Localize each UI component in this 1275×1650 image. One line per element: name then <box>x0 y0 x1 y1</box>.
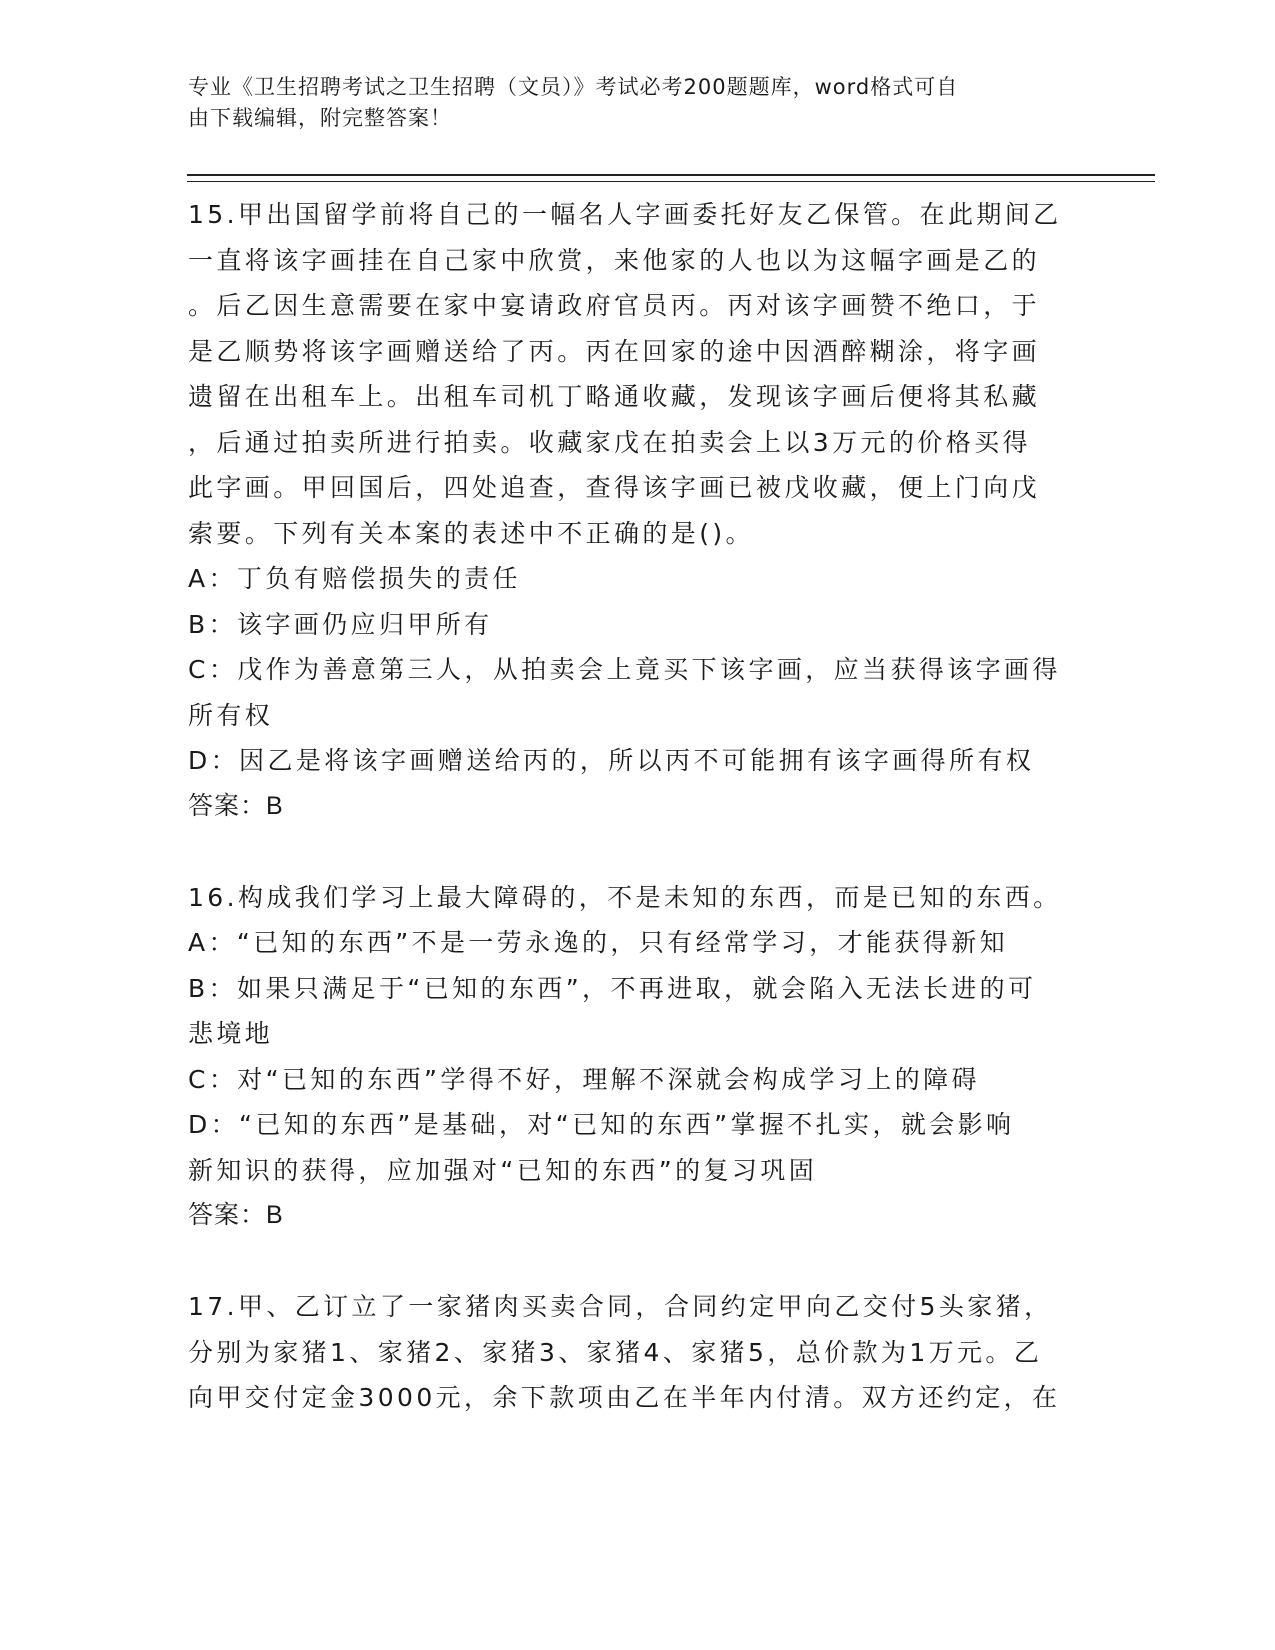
header-line: 由下载编辑，附完整答案！ <box>188 106 452 130</box>
header-line: 专业《卫生招聘考试之卫生招聘（文员）》考试必考200题题库，word格式可自 <box>188 75 959 99</box>
option-d: D：“已知的东西”是基础，对“已知的东西”掌握不扎实，就会影响 <box>188 1110 1015 1139</box>
answer-label: 答案：B <box>188 791 284 820</box>
question-text-line: ，后通过拍卖所进行拍卖。收藏家戊在拍卖会上以3万元的价格买得 <box>188 427 1031 457</box>
document-body <box>188 192 1088 1421</box>
question-16 <box>188 875 1088 1239</box>
question-text-line: 遗留在出租车上。出租车司机丁略通收藏，发现该字画后便将其私藏 <box>188 382 1041 411</box>
question-text-line: 17.甲、乙订立了一家猪肉买卖合同，合同约定甲向乙交付5头家猪， <box>188 1292 1053 1321</box>
question-text-line: 15.甲出国留学前将自己的一幅名人字画委托好友乙保管。在此期间乙 <box>188 200 1062 229</box>
question-text-line: 分别为家猪1、家猪2、家猪3、家猪4、家猪5，总价款为1万元。乙 <box>188 1337 1043 1367</box>
spacer <box>188 829 1088 875</box>
question-text-line: 向甲交付定金3000元，余下款项由乙在半年内付清。双方还约定，在 <box>188 1383 1061 1412</box>
option-b: B：该字画仍应归甲所有 <box>188 609 493 639</box>
option-d: D：因乙是将该字画赠送给丙的，所以丙不可能拥有该字画得所有权 <box>188 746 1035 775</box>
option-d-cont: 新知识的获得，应加强对“已知的东西”的复习巩固 <box>188 1155 818 1185</box>
option-b: B：如果只满足于“已知的东西”，不再进取，就会陷入无法长进的可 <box>188 973 1037 1003</box>
option-b-cont: 悲境地 <box>188 1019 274 1048</box>
spacer <box>188 1239 1088 1285</box>
document-header <box>188 72 1068 134</box>
question-text-line: 索要。下列有关本案的表述中不正确的是()。 <box>188 518 754 548</box>
header-rule-thick <box>187 174 1155 176</box>
question-text-line: 此字画。甲回国后，四处追查，查得该字画已被戊收藏，便上门向戊 <box>188 473 1041 502</box>
question-text-line: 。后乙因生意需要在家中宴请政府官员丙。丙对该字画赞不绝口，于 <box>188 291 1041 320</box>
option-a: A：丁负有赔偿损失的责任 <box>188 564 521 593</box>
question-text-line: 一直将该字画挂在自己家中欣赏，来他家的人也以为这幅字画是乙的 <box>188 245 1041 275</box>
header-rule-thin <box>187 181 1155 182</box>
option-c-cont: 所有权 <box>188 700 274 730</box>
answer-label: 答案：B <box>188 1201 284 1229</box>
question-15 <box>188 192 1088 829</box>
question-text-line: 16.构成我们学习上最大障碍的，不是未知的东西，而是已知的东西。 <box>188 882 1062 912</box>
question-text-line: 是乙顺势将该字画赠送给了丙。丙在回家的途中因酒醉糊涂，将字画 <box>188 336 1041 366</box>
option-a: A：“已知的东西”不是一劳永逸的，只有经常学习，才能获得新知 <box>188 928 1009 957</box>
question-17 <box>188 1284 1088 1421</box>
option-c: C：戊作为善意第三人，从拍卖会上竟买下该字画，应当获得该字画得 <box>188 655 1061 684</box>
option-c: C：对“已知的东西”学得不好，理解不深就会构成学习上的障碍 <box>188 1064 980 1094</box>
